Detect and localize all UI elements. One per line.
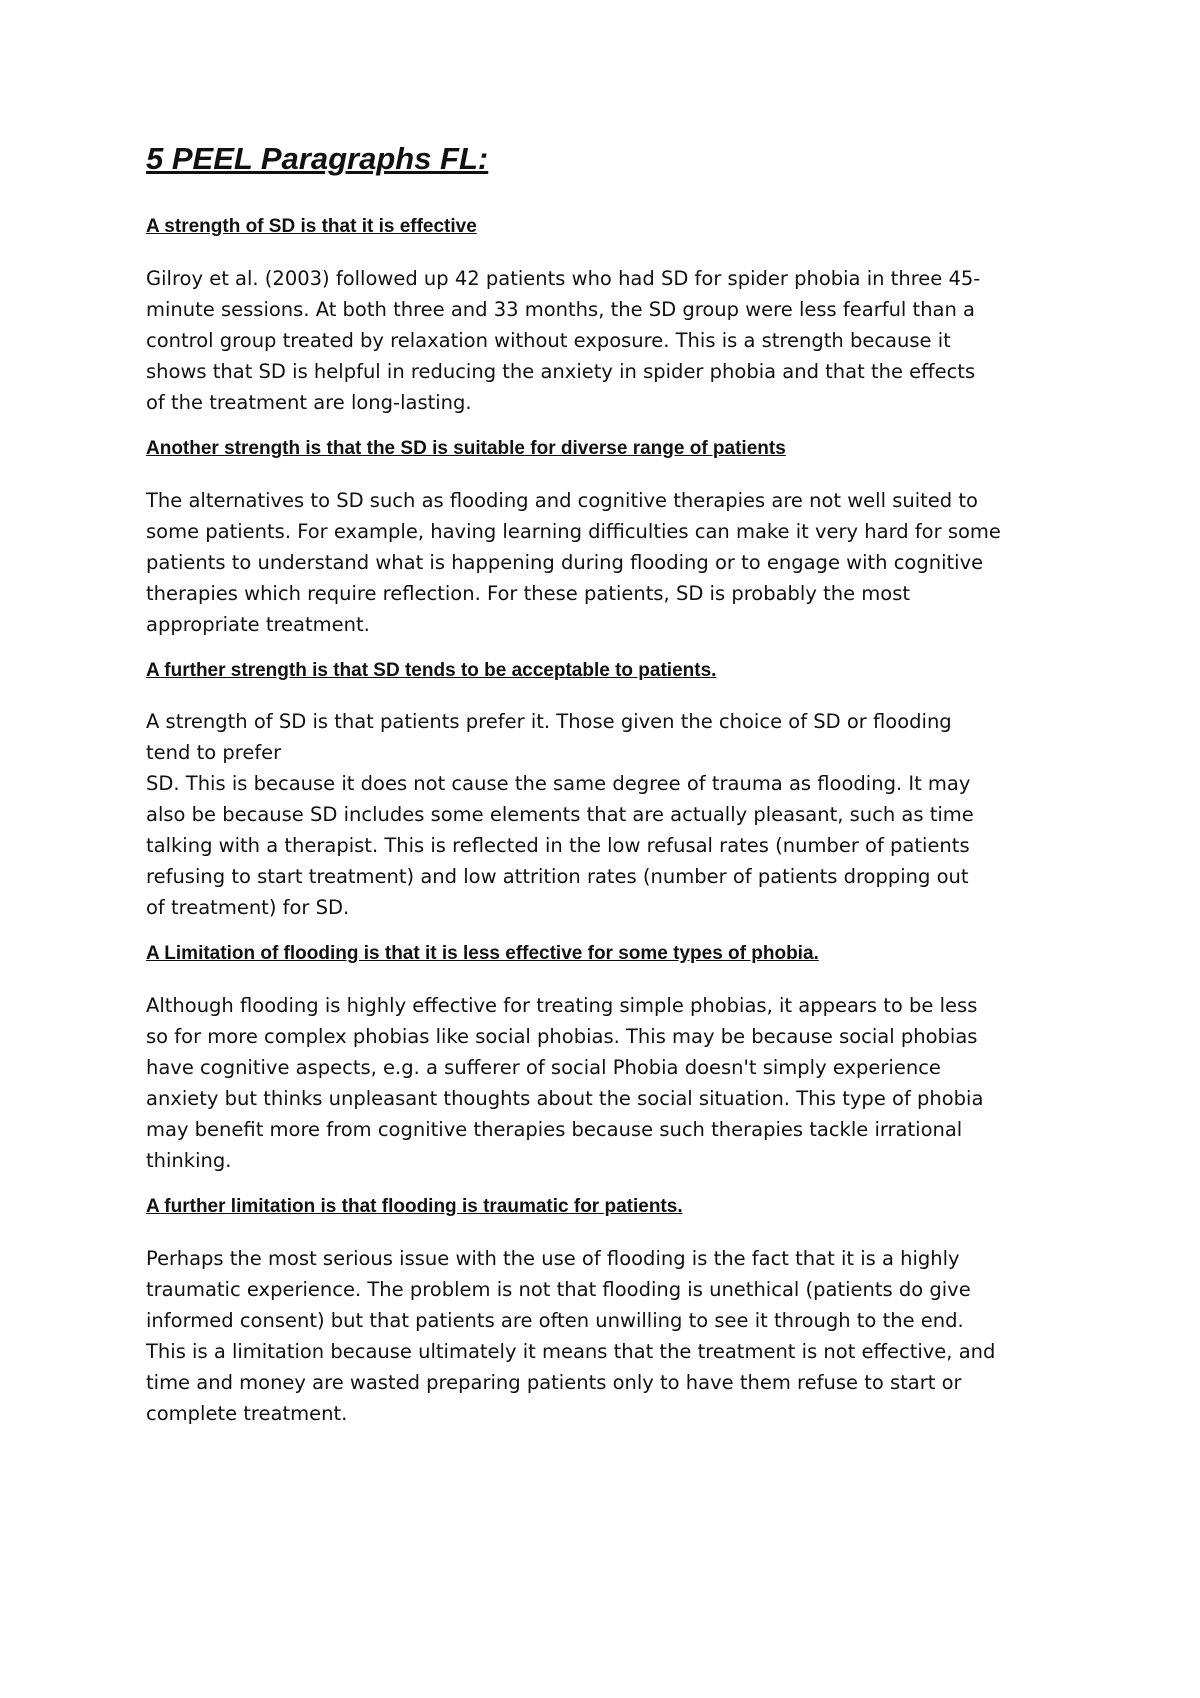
body-line: informed consent) but that patients are often unwilling to see it through to the end.	[146, 1308, 964, 1332]
section-heading: A further limitation is that flooding is traumatic for patients.	[146, 1195, 683, 1217]
body-line: control group treated by relaxation without exposure. This is a strength because it	[146, 328, 951, 352]
body-line: appropriate treatment.	[146, 612, 370, 636]
document-page	[146, 140, 1076, 1448]
body-line: Although flooding is highly effective for treating simple phobias, it appears to be less	[146, 993, 978, 1017]
section-heading: A further strength is that SD tends to be acceptable to patients.	[146, 659, 717, 681]
body-line: talking with a therapist. This is reflected in the low refusal rates (number of patients	[146, 834, 970, 858]
body-line: SD. This is because it does not cause the same degree of trauma as flooding. It may	[146, 772, 971, 796]
body-line: The alternatives to SD such as flooding and cognitive therapies are not well suited to	[146, 488, 978, 512]
body-line: shows that SD is helpful in reducing the anxiety in spider phobia and that the effects	[146, 359, 976, 383]
section-flooding-traumatic	[146, 1195, 1076, 1429]
section-body	[146, 485, 1076, 640]
section-body	[146, 1243, 1076, 1429]
section-heading: A strength of SD is that it is effective	[146, 216, 477, 238]
body-line: refusing to start treatment) and low attrition rates (number of patients dropping out	[146, 865, 969, 889]
body-line: traumatic experience. The problem is not that flooding is unethical (patients do give	[146, 1277, 971, 1301]
body-line: may benefit more from cognitive therapies because such therapies tackle irrational	[146, 1117, 963, 1141]
body-line: Perhaps the most serious issue with the use of flooding is the fact that it is a highly	[146, 1246, 960, 1270]
body-line: of treatment) for SD.	[146, 896, 350, 920]
body-line: also be because SD includes some elements that are actually pleasant, such as time	[146, 803, 974, 827]
section-diverse-patients	[146, 437, 1076, 640]
section-flooding-limitation	[146, 942, 1076, 1176]
body-line: thinking.	[146, 1148, 232, 1172]
body-line: therapies which require reflection. For these patients, SD is probably the most	[146, 581, 911, 605]
section-acceptable	[146, 659, 1076, 924]
body-line: time and money are wasted preparing patients only to have them refuse to start or	[146, 1370, 962, 1394]
body-line: so for more complex phobias like social phobias. This may be because social phobias	[146, 1024, 978, 1048]
body-line: This is a limitation because ultimately it means that the treatment is not effective, and	[146, 1339, 996, 1363]
section-body	[146, 706, 1076, 923]
section-heading: A Limitation of flooding is that it is less effective for some types of phobia.	[146, 943, 819, 965]
body-line: A strength of SD is that patients prefer it. Those given the choice of SD or flooding	[146, 710, 952, 734]
body-line: anxiety but thinks unpleasant thoughts about the social situation. This type of phobia	[146, 1086, 984, 1110]
section-body	[146, 990, 1076, 1176]
body-line: some patients. For example, having learning difficulties can make it very hard for some	[146, 519, 1001, 543]
body-line: tend to prefer	[146, 741, 282, 765]
body-line: minute sessions. At both three and 33 months, the SD group were less fearful than a	[146, 297, 976, 321]
document-title: 5 PEEL Paragraphs FL:	[146, 141, 489, 176]
body-line: complete treatment.	[146, 1401, 348, 1425]
section-body	[146, 263, 1076, 418]
body-line: Gilroy et al. (2003) followed up 42 patients who had SD for spider phobia in three 45-	[146, 266, 981, 290]
body-line: patients to understand what is happening during flooding or to engage with cognitive	[146, 550, 984, 574]
body-line: have cognitive aspects, e.g. a sufferer of social Phobia doesn't simply experience	[146, 1055, 941, 1079]
section-heading: Another strength is that the SD is suitable for diverse range of patients	[146, 437, 786, 459]
body-line: of the treatment are long-lasting.	[146, 390, 472, 414]
section-effective	[146, 215, 1076, 418]
